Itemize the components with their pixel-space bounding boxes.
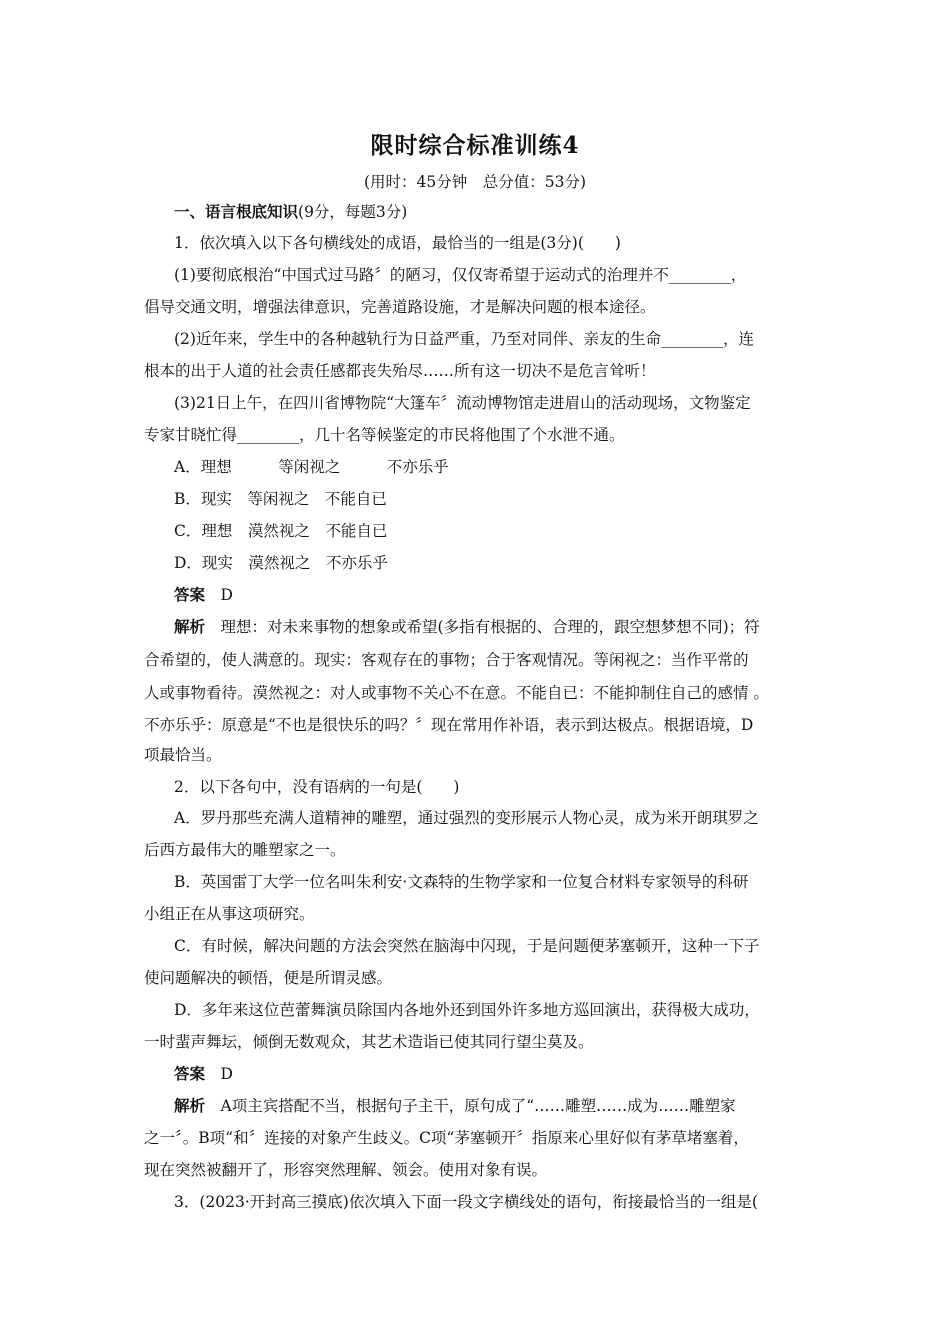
q2-option-b-line1: B．英国雷丁大学一位名叫朱利安·文森特的生物学家和一位复合材料专家领导的科研 — [174, 873, 749, 891]
q2-option-c-line2: 使问题解决的顿悟，便是所谓灵感。 — [144, 969, 393, 987]
q1-analysis-line5: 项最恰当。 — [144, 746, 222, 764]
q1-analysis-line3: 人或事物看待。漠然视之：对人或事物不关心不在意。不能自已：不能抑制住自己的感情 。 — [144, 684, 769, 702]
q1-sentence3-line2: 专家甘晓忙得________，几十名等候鉴定的市民将他围了个水泄不通。 — [144, 426, 625, 444]
q2-analysis-line2: 之一〞。B项“和〞连接的对象产生歧义。C项“茅塞顿开〞指原来心里好似有茅草堵塞着， — [144, 1129, 749, 1147]
q1-answer — [174, 584, 233, 606]
q2-stem: 2．以下各句中，没有语病的一句是( ) — [174, 778, 460, 796]
q2-answer — [174, 1063, 233, 1085]
q2-analysis-line3: 现在突然被翻开了，形容突然理解、领会。使用对象有误。 — [144, 1161, 548, 1179]
section-heading — [174, 201, 407, 223]
q2-option-d-line2: 一时蜚声舞坛，倾倒无数观众，其艺术造诣已使其同行望尘莫及。 — [144, 1033, 594, 1051]
q1-option-c: C．理想 漠然视之 不能自已 — [174, 522, 388, 540]
q2-option-c-line1: C．有时候，解决问题的方法会突然在脑海中闪现，于是问题便茅塞顿开，这种一下子 — [174, 937, 760, 955]
q1-stem: 1．依次填入以下各句横线处的成语，最恰当的一组是(3分)( ) — [174, 234, 621, 252]
q1-analysis-line1 — [174, 616, 760, 638]
q2-option-b-line2: 小组正在从事这项研究。 — [144, 905, 315, 923]
q1-sentence3-line1: (3)21日上午，在四川省博物院“大篷车〞流动博物馆走进眉山的活动现场，文物鉴定 — [174, 394, 751, 412]
q1-sentence1-line1: (1)要彻底根治“中国式过马路〞的陋习，仅仅寄希望于运动式的治理并不________， — [174, 266, 747, 284]
q1-sentence1-line2: 倡导交通文明，增强法律意识，完善道路设施，才是解决问题的根本途径。 — [144, 298, 656, 316]
q1-answer-value: D — [205, 586, 233, 604]
q2-answer-value: D — [205, 1065, 233, 1083]
q2-option-d-line1: D．多年来这位芭蕾舞演员除国内各地外还到国外许多地方巡回演出，获得极大成功， — [174, 1001, 760, 1019]
section-heading-text: 一、语言根底知识 — [174, 202, 299, 221]
page-subtitle: (用时：45分钟 总分值：53分) — [363, 173, 587, 191]
q1-sentence2-line1: (2)近年来，学生中的各种越轨行为日益严重，乃至对同伴、亲友的生命________，连 — [174, 330, 754, 348]
q1-answer-label: 答案 — [174, 585, 206, 604]
q1-analysis-line2: 合希望的，使人满意的。现实：客观存在的事物；合于客观情况。等闲视之：当作平常的 — [144, 651, 749, 669]
q1-analysis-text1: 理想：对未来事物的想象或希望(多指有根据的、合理的，跟空想梦想不同)；符 — [205, 618, 760, 636]
q3-stem: 3．(2023·开封高三摸底)依次填入下面一段文字横线处的语句，衔接最恰当的一组是( — [174, 1193, 758, 1211]
q1-analysis-label: 解析 — [174, 617, 206, 636]
q2-answer-label: 答案 — [174, 1064, 206, 1083]
q1-option-b: B．现实 等闲视之 不能自已 — [174, 490, 387, 508]
page-title: 限时综合标准训练4 — [370, 132, 580, 159]
q1-option-a: A．理想 等闲视之 不亦乐乎 — [174, 458, 449, 476]
q2-option-a-line1: A．罗丹那些充满人道精神的雕塑，通过强烈的变形展示人物心灵，成为米开朗琪罗之 — [174, 809, 759, 827]
q1-analysis-line4: 不亦乐乎：原意是“不也是很快乐的吗？〞现在常用作补语，表示到达极点。根据语境，D — [144, 716, 754, 734]
q1-option-d: D．现实 漠然视之 不亦乐乎 — [174, 554, 388, 572]
q2-analysis-line1 — [174, 1095, 736, 1117]
q2-analysis-label: 解析 — [174, 1096, 206, 1115]
q1-sentence2-line2: 根本的出于人道的社会责任感都丧失殆尽……所有这一切决不是危言耸听！ — [144, 362, 656, 380]
q2-option-a-line2: 后西方最伟大的雕塑家之一。 — [144, 841, 346, 859]
q2-analysis-text1: A项主宾搭配不当，根据句子主干，原句成了“……雕塑……成为……雕塑家 — [205, 1097, 736, 1115]
section-score: (9分，每题3分) — [298, 203, 408, 221]
